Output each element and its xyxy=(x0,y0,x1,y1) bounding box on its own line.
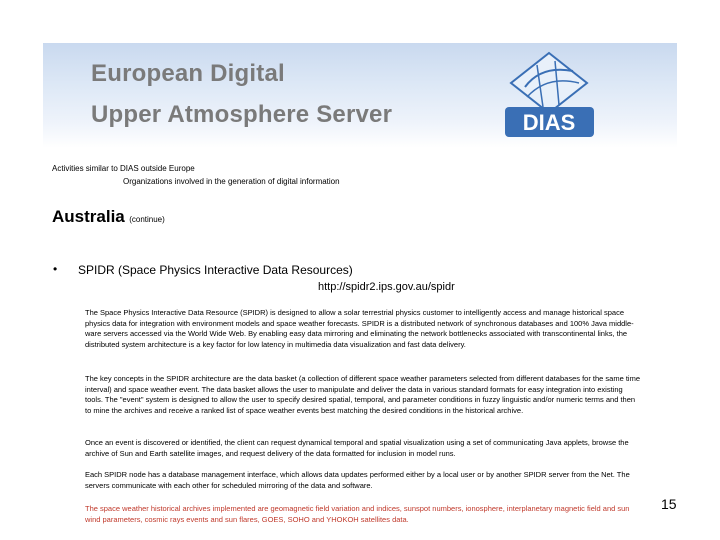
continue-note: (continue) xyxy=(129,215,165,224)
country-name: Australia xyxy=(52,207,125,226)
banner-title-line1: European Digital xyxy=(91,60,285,87)
bullet-marker: • xyxy=(53,262,58,276)
paragraph-node-management: Each SPIDR node has a database management interface, which allows data updates performed either by a local user or by another SPIDR server from the Net. The servers communicate with each other for scheduled mirroring of the data and software. xyxy=(85,470,630,490)
header-banner xyxy=(43,43,677,148)
subtitle-line2: Organizations involved in the generation of digital information xyxy=(123,177,340,186)
page-number: 15 xyxy=(661,496,677,512)
bullet-title: SPIDR (Space Physics Interactive Data Resources) xyxy=(78,263,353,277)
spidr-url-link[interactable]: http://spidr2.ips.gov.au/spidr xyxy=(318,281,455,293)
paragraph-overview: The Space Physics Interactive Data Resource (SPIDR) is designed to allow a solar terrestrial physics customer to intelligently access and manage historical space physics data for integration with environment models and space weather forecasts. SPIDR is a distributed network of synchronous databases and 100% Java middle-ware servers accessed via the World Wide Web. By enabling easy data mirroring and eliminating the network bottlenecks associated with transcontinental links, the distributed system architecture is a key factor for low latency in multimedia data visualization and fast data delivery. xyxy=(85,308,634,349)
logo-text: DIAS xyxy=(522,110,576,135)
paragraph-key-concepts: The key concepts in the SPIDR architecture are the data basket (a collection of different space weather parameters selected from different databases for the same time interval) and space weather event. The data basket allows the user to manipulate and deliver the data in various standard formats for easy integration into existing tools. The "event" system is designed to allow the user to specify desired spatial, temporal, and parameter conditions in fuzzy linguistic and/or numeric terms and then to mine the archives and receive a ranked list of space weather events best matching the desired conditions in the historical archive. xyxy=(85,374,641,415)
subtitle-line1: Activities similar to DIAS outside Europe xyxy=(52,164,195,173)
paragraph-archives: The space weather historical archives implemented are geomagnetic field variation and indices, sunspot numbers, ionosphere, interplanetary magnetic field and sun wind parameters, cosmic rays events and sun flares, GOES, SOHO and YHOKOH satellites data. xyxy=(85,504,630,524)
banner-title-line2: Upper Atmosphere Server xyxy=(91,101,393,128)
section-heading xyxy=(52,207,165,227)
paragraph-event-visualization: Once an event is discovered or identified, the client can request dynamical temporal and spatial visualization using a set of communicating Java applets, browse the archive of Sun and Earth satellite images, and request delivery of the data formatted for inclusion in model runs. xyxy=(85,438,629,458)
dias-logo xyxy=(497,51,602,141)
